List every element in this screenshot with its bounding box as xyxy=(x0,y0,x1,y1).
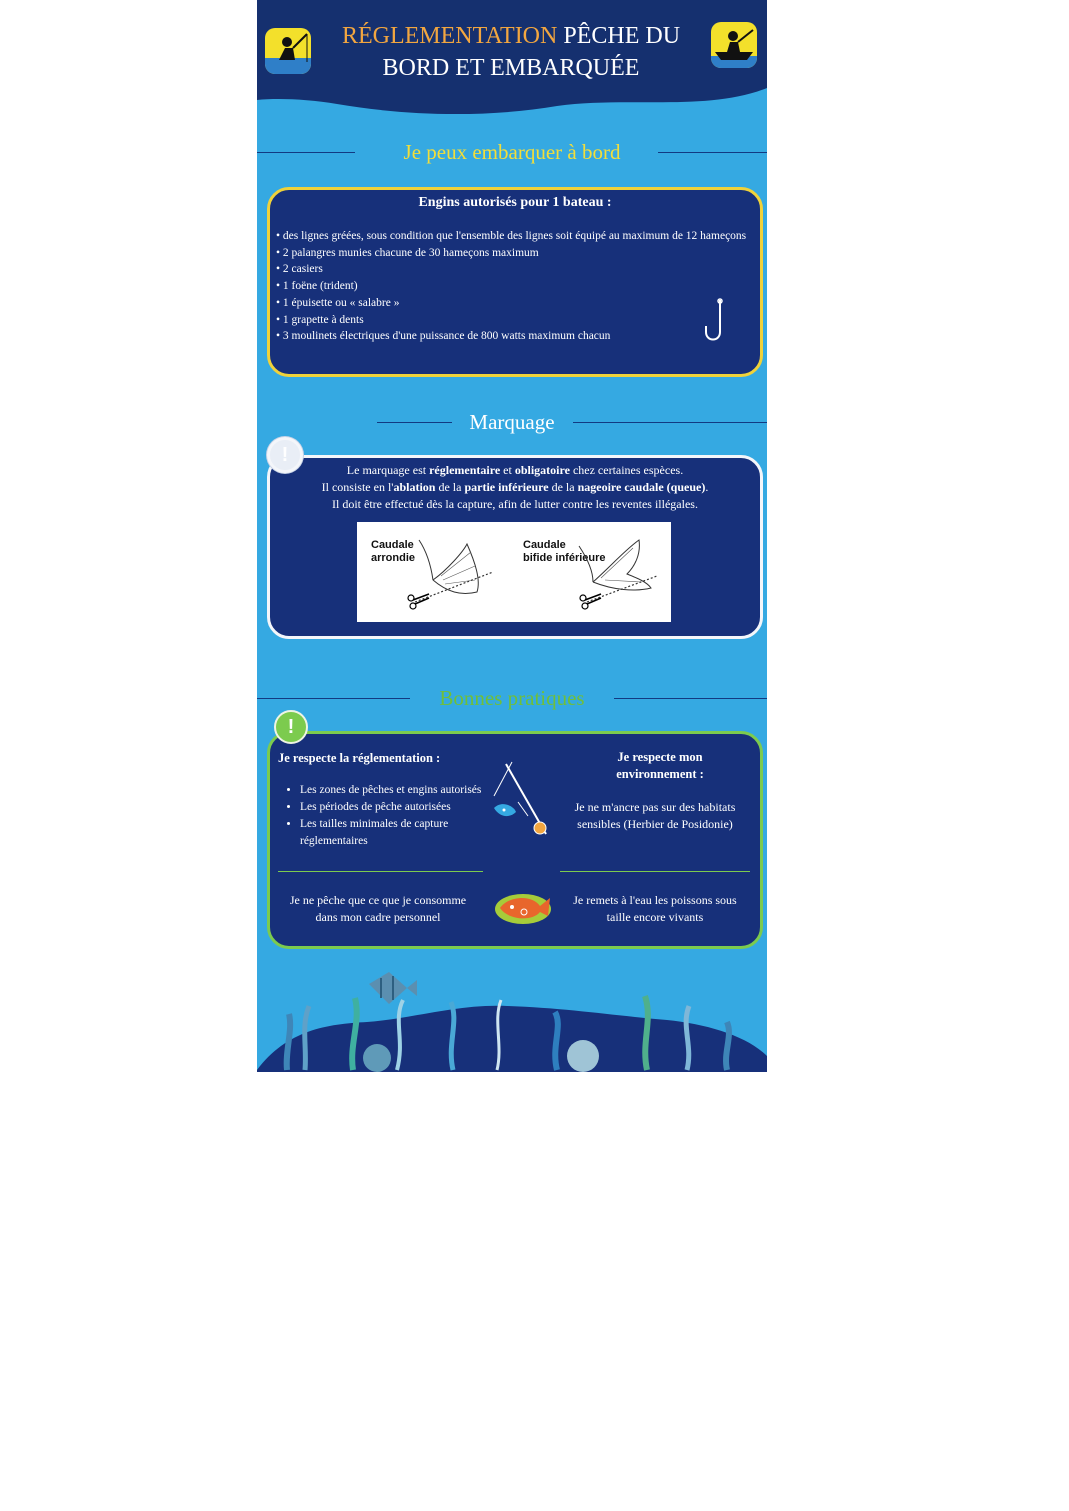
title-highlight: RÉGLEMENTATION xyxy=(341,23,558,49)
bp-divider-right xyxy=(560,871,750,872)
marq-l2-g: . xyxy=(705,480,709,494)
marq-l1-a: Le marquage est xyxy=(346,463,430,477)
gear-item: • 3 moulinets électriques d'une puissance de 800 watts maximum chacun xyxy=(276,328,748,345)
boat-fisherman-icon xyxy=(711,22,757,68)
bp-rule-item: • Les tailles minimales de capture réglementaires xyxy=(300,816,500,850)
section-title-bonnes xyxy=(257,683,767,713)
section-title-marquage xyxy=(257,407,767,437)
marq-l2-c: de la xyxy=(435,480,465,494)
bp-bottom-right-text: Je remets à l'eau les poissons sous taille encore vivants xyxy=(573,893,737,924)
bp-bottom-left-text: Je ne pêche que ce que je consomme dans mon cadre personnel xyxy=(289,893,467,924)
seafloor-illustration xyxy=(257,960,767,1072)
marq-l1-b: réglementaire xyxy=(429,463,501,477)
section-title-embark-text: Je peux embarquer à bord xyxy=(403,140,621,164)
gear-box-title: Engins autorisés pour 1 bateau : xyxy=(418,195,612,210)
page-title xyxy=(317,20,705,84)
flyer xyxy=(257,0,767,1072)
marq-l1-d: obligatoire xyxy=(514,463,570,477)
marquage-box xyxy=(267,455,763,639)
fishing-rod-icon xyxy=(484,756,556,846)
good-practices-box xyxy=(267,731,763,949)
gear-item: • 2 palangres munies chacune de 30 hameçons maximum xyxy=(276,245,748,262)
fish-plate-icon xyxy=(492,886,554,932)
gear-box xyxy=(267,187,763,377)
section-title-marquage-text: Marquage xyxy=(469,410,555,434)
diagram-label-left: Caudale arrondie xyxy=(371,539,416,564)
marq-l2-e: de la xyxy=(548,480,578,494)
section-title-embark xyxy=(257,137,767,167)
gear-item: • des lignes gréées, sous condition que l'ensemble des lignes soit équipé au maximum de 12 hameçons xyxy=(276,228,748,245)
marq-l1-c: et xyxy=(500,463,515,477)
gear-item: • 1 épuisette ou « salabre » xyxy=(276,295,748,312)
marq-l2-b: ablation xyxy=(393,480,436,494)
scissors-icon-right xyxy=(580,594,601,609)
bp-right-text: Je ne m'ancre pas sur des habitats sensibles (Herbier de Posidonie) xyxy=(574,800,736,831)
section-title-bonnes-text: Bonnes pratiques xyxy=(439,686,585,710)
gear-item: • 1 foëne (trident) xyxy=(276,278,748,295)
bp-divider-left xyxy=(278,871,483,872)
marq-l3: Il doit être effectué dès la capture, afin de lutter contre les reventes illégales. xyxy=(332,497,698,511)
shore-fisherman-icon xyxy=(265,28,311,74)
angelfish-icon xyxy=(369,972,417,1004)
bp-rule-item: • Les périodes de pêche autorisées xyxy=(300,799,500,816)
warning-badge-bonnes: ! xyxy=(274,710,308,744)
bp-left-heading: Je respecte la réglementation : xyxy=(278,751,441,765)
marq-l2-f: nageoire caudale (queue) xyxy=(577,480,706,494)
title-rest: PÊCHE DU xyxy=(557,23,681,49)
fin-drawings xyxy=(357,522,671,622)
bp-left-list xyxy=(278,782,500,850)
title-line-2: BORD ET EMBARQUÉE xyxy=(382,55,640,81)
marq-l2-d: partie inférieure xyxy=(464,480,549,494)
marquage-text xyxy=(280,462,750,513)
marq-l2-a: Il consiste en l' xyxy=(321,480,394,494)
warning-badge-marquage: ! xyxy=(267,437,303,473)
marq-l1-e: chez certaines espèces. xyxy=(569,463,684,477)
caudal-fin-diagram xyxy=(357,522,671,622)
fish-hook-icon xyxy=(702,298,732,346)
logo-right xyxy=(711,22,757,68)
gear-item: • 2 casiers xyxy=(276,261,748,278)
logo-left xyxy=(265,28,311,74)
bp-rule-item: • Les zones de pêches et engins autorisés xyxy=(300,782,500,799)
diagram-label-right: Caudale bifide inférieure xyxy=(523,539,606,564)
header xyxy=(257,0,767,130)
scissors-icon-left xyxy=(408,594,429,609)
gear-item: • 1 grapette à dents xyxy=(276,312,748,329)
bp-right-heading: Je respecte mon environnement : xyxy=(616,750,704,781)
cut-line-left xyxy=(415,572,493,602)
gear-list xyxy=(276,228,748,345)
seafloor-art xyxy=(257,960,767,1072)
